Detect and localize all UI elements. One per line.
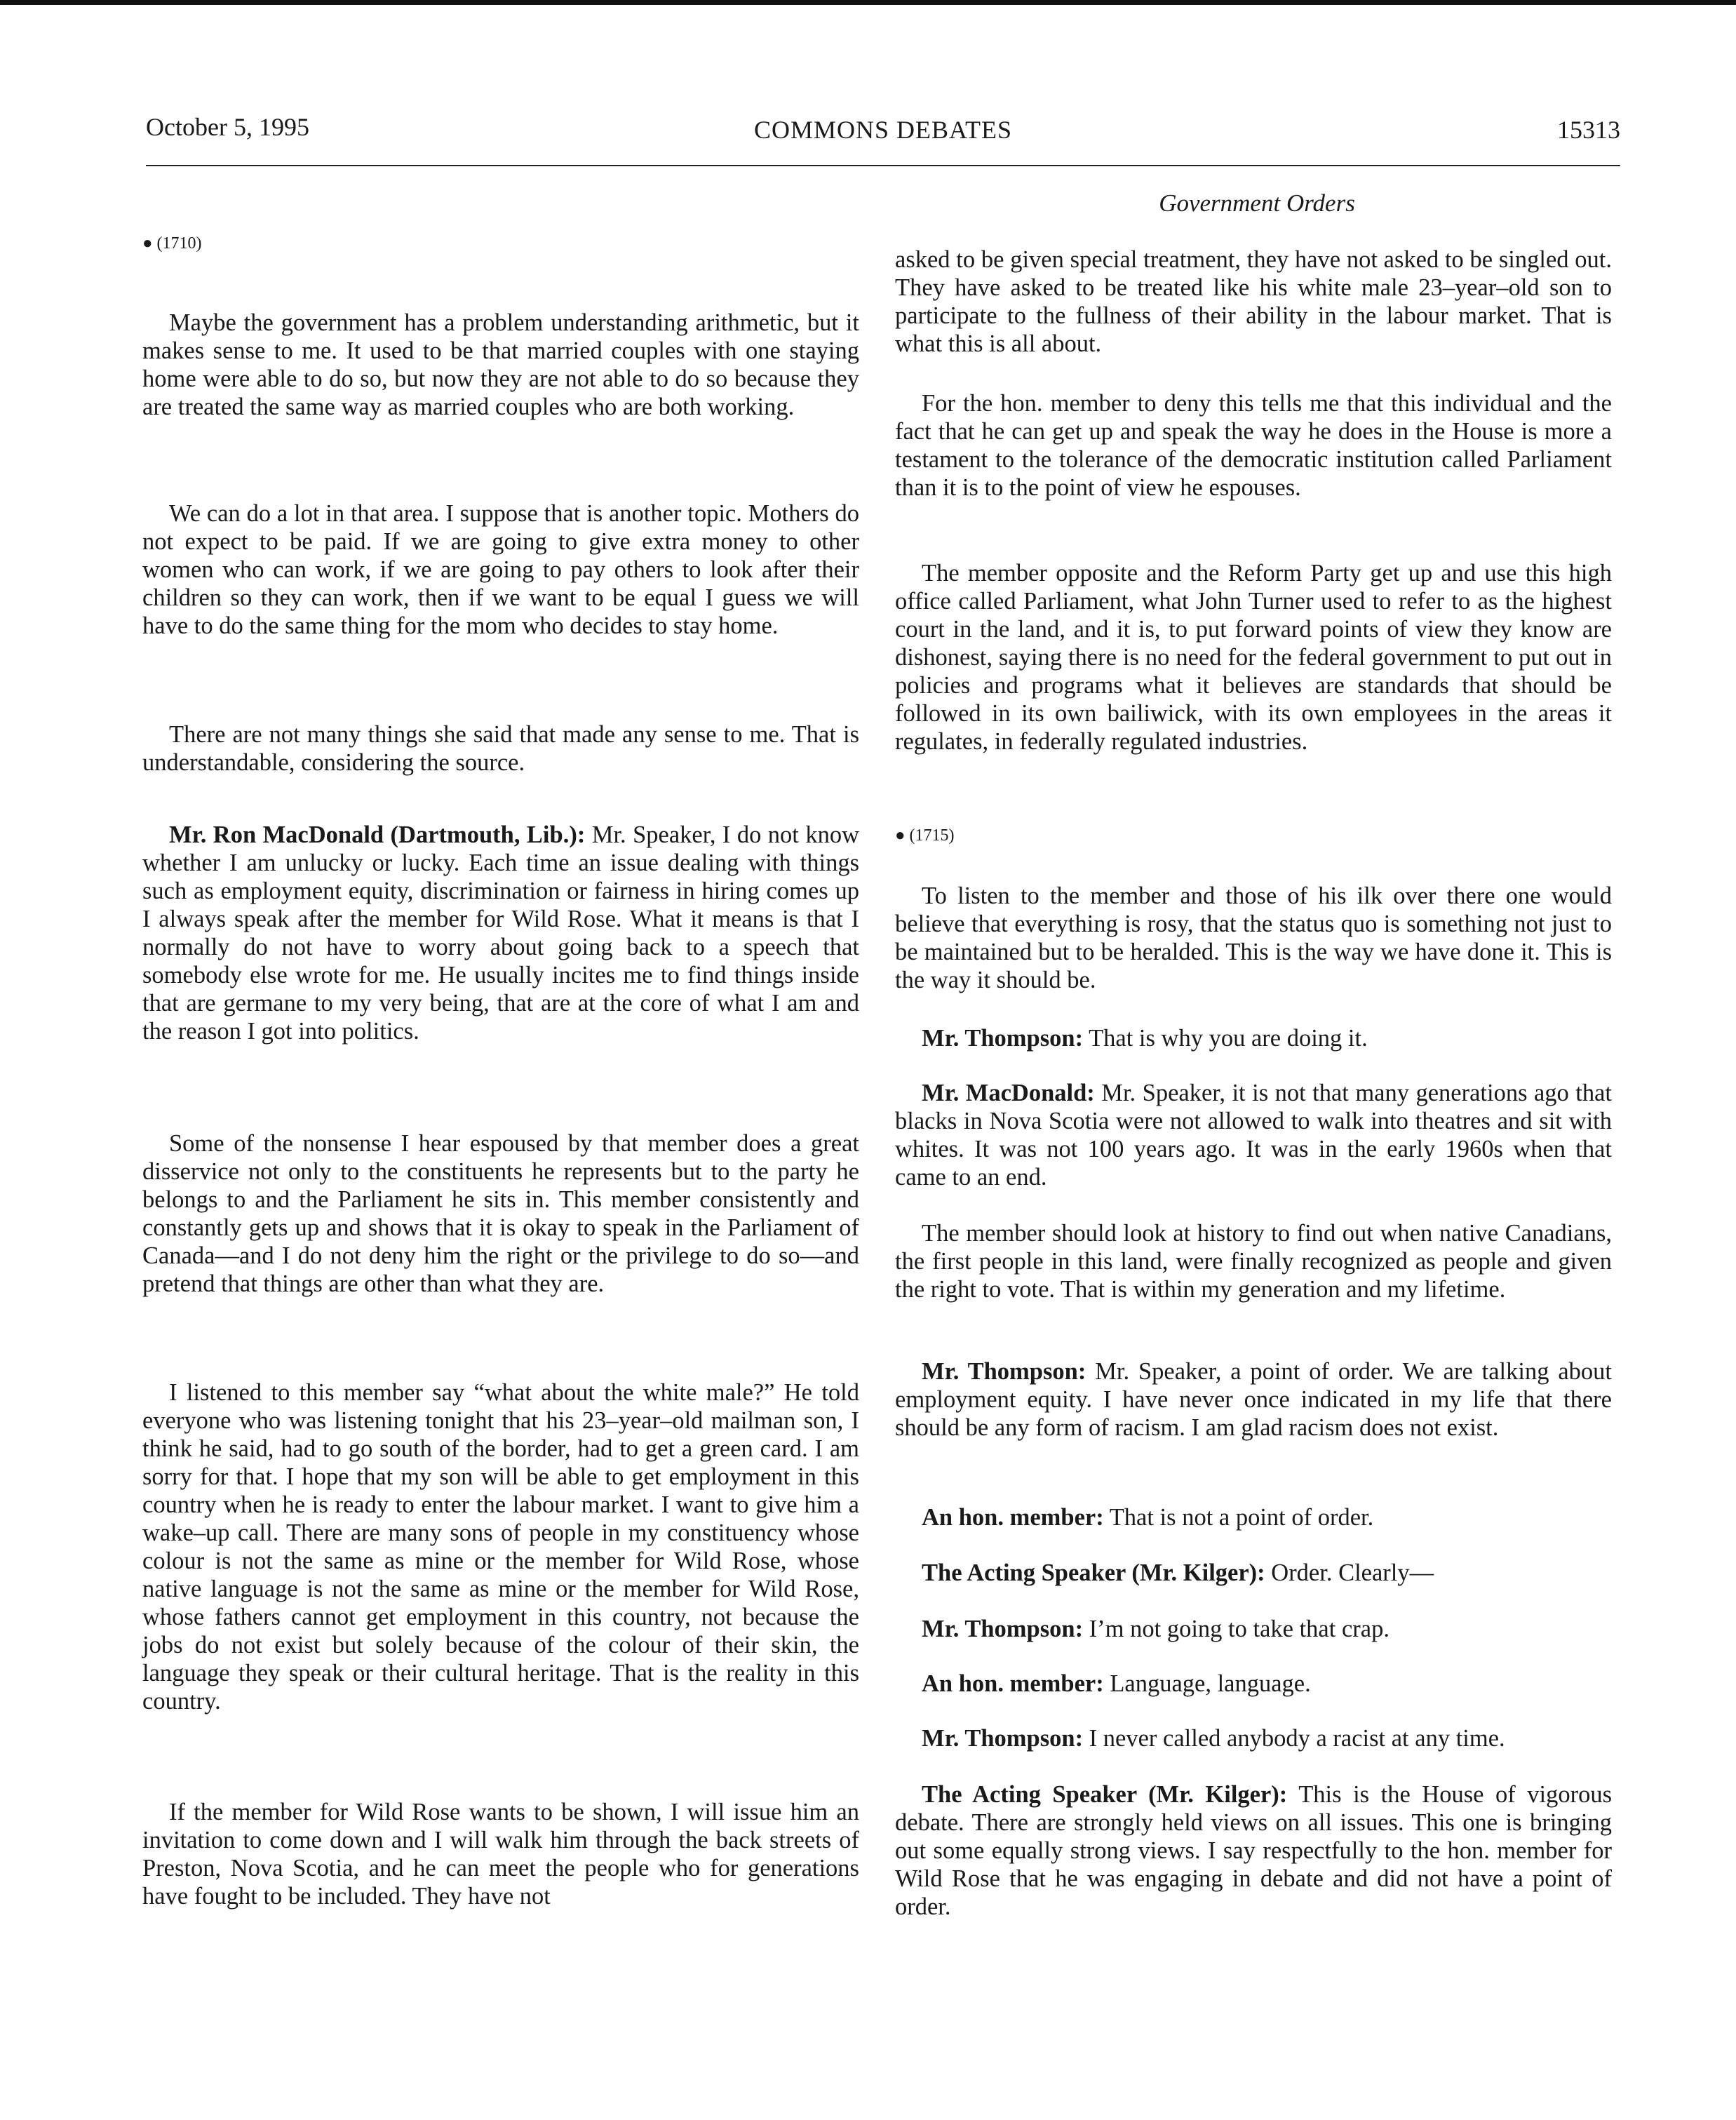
paragraph: If the member for Wild Rose wants to be shown, I will issue him an invitation to come down and I will walk him through the back streets of Preston, Nova Scotia, and he can meet the people who for generations have fought to be included. They have not xyxy=(142,1799,859,1910)
speech-paragraph xyxy=(895,1503,1612,1531)
speaker-name: The Acting Speaker (Mr. Kilger): xyxy=(922,1781,1288,1808)
paragraph: I listened to this member say “what about the white male?” He told everyone who was listening tonight that his 23–year–old mailman son, I think he said, had to go south of the border, had to get a green card. I am sorry for that. I hope that my son will be able to get employment in this country when he is ready to enter the labour market. I want to give him a wake–up call. There are many sons of people in my constituency whose colour is not the same as mine or the member for Wild Rose, whose native language is not the same as mine or the member for Wild Rose, whose fathers cannot get employment in this country, not because the jobs do not exist but solely because of the colour of their skin, the language they speak or their cultural heritage. That is the reality in this country. xyxy=(142,1379,859,1715)
section-label: Government Orders xyxy=(1159,189,1355,217)
top-page-edge xyxy=(0,0,1736,5)
speaker-name: Mr. MacDonald: xyxy=(922,1080,1095,1106)
speaker-name: Mr. Thompson: xyxy=(922,1025,1084,1052)
paragraph: For the hon. member to deny this tells me that this individual and the fact that he can get up and speak the way he does in the House is more a testament to the tolerance of the democratic institution called Parliament than it is to the point of view he espouses. xyxy=(895,390,1612,501)
speech-text: That is why you are doing it. xyxy=(1083,1025,1368,1052)
time-marker: ● (1715) xyxy=(895,826,955,845)
speaker-name: Mr. Thompson: xyxy=(922,1725,1084,1752)
speaker-name: Mr. Thompson: xyxy=(922,1616,1084,1642)
paragraph: Maybe the government has a problem understanding arithmetic, but it makes sense to me. It used to be that married couples with one staying home were able to do so, but now they are not able to do so because they are treated the same way as married couples who are both working. xyxy=(142,309,859,420)
header-title: COMMONS DEBATES xyxy=(753,116,1013,144)
header-rule xyxy=(146,165,1620,166)
speaker-name: An hon. member: xyxy=(922,1504,1104,1531)
speech-paragraph xyxy=(895,1357,1612,1442)
speech-text: Mr. Speaker, I do not know whether I am unlucky or lucky. Each time an issue dealing with things such as employment equity, discrimination or fairness in hiring comes up I always speak after the member for Wild Rose. What it means is that I normally do not have to worry about going back to a speech that somebody else wrote for me. He usually incites me to find things inside that are germane to my very being, that are at the core of what I am and the reason I got into politics. xyxy=(142,821,859,1045)
speech-text: Order. Clearly— xyxy=(1265,1559,1434,1586)
paragraph: The member should look at history to find out when native Canadians, the first people in this land, were finally recognized as people and given the right to vote. That is within my generation and my lifetime. xyxy=(895,1220,1612,1303)
paragraph: There are not many things she said that made any sense to me. That is understandable, considering the source. xyxy=(142,721,859,776)
paragraph: Some of the nonsense I hear espoused by that member does a great disservice not only to the constituents he represents but to the party he belongs to and the Parliament he sits in. This member consistently and constantly gets up and shows that it is okay to speak in the Parliament of Canada—and I do not deny him the right or the privilege to do so—and pretend that things are other than what they are. xyxy=(142,1130,859,1297)
header-page-number: 15313 xyxy=(1557,116,1620,144)
time-marker: ● (1710) xyxy=(142,234,202,253)
speech-text: Mr. Speaker, a point of order. We are talking about employment equity. I have never once indicated in my life that there should be any form of racism. I am glad racism does not exist. xyxy=(895,1358,1612,1441)
speaker-name: The Acting Speaker (Mr. Kilger): xyxy=(922,1559,1265,1586)
paragraph: To listen to the member and those of his ilk over there one would believe that everything is rosy, that the status quo is something not just to be maintained but to be heralded. This is the way we have done it. This is the way it should be. xyxy=(895,883,1612,993)
speaker-name: Mr. Thompson: xyxy=(922,1358,1086,1385)
paragraph: We can do a lot in that area. I suppose that is another topic. Mothers do not expect to be paid. If we are going to give extra money to other women who can work, if we are going to pay others to look after their children so they can work, then if we want to be equal I guess we will have to do the same thing for the mom who decides to stay home. xyxy=(142,500,859,639)
speech-text: I’m not going to take that crap. xyxy=(1083,1616,1390,1642)
paragraph: asked to be given special treatment, they have not asked to be singled out. They have asked to be treated like his white male 23–year–old son to participate to the fullness of their ability in the labour market. That is what this is all about. xyxy=(895,246,1612,357)
speech-text: That is not a point of order. xyxy=(1103,1504,1374,1531)
speech-text: I never called anybody a racist at any time. xyxy=(1083,1725,1505,1752)
speech-paragraph xyxy=(142,821,859,1045)
speech-paragraph xyxy=(895,1724,1612,1752)
paragraph: The member opposite and the Reform Party get up and use this high office called Parliament, what John Turner used to refer to as the highest court in the land, and it is, to put forward points of view they know are dishonest, saying there is no need for the federal government to put out in policies and programs what it believes are standards that should be followed in its own bailiwick, with its own employees in the areas it regulates, in federally regulated industries. xyxy=(895,560,1612,755)
speaker-name: Mr. Ron MacDonald (Dartmouth, Lib.): xyxy=(169,821,586,848)
speech-paragraph xyxy=(895,1780,1612,1921)
speech-text: Language, language. xyxy=(1103,1670,1311,1697)
page-header xyxy=(146,112,1620,147)
speech-paragraph xyxy=(895,1024,1612,1052)
speech-paragraph xyxy=(895,1670,1612,1698)
speech-paragraph xyxy=(895,1559,1612,1587)
speaker-name: An hon. member: xyxy=(922,1670,1104,1697)
speech-text: This is the House of vigorous debate. There are strongly held views on all issues. This one is bringing out some equally strong views. I say respectfully to the hon. member for Wild Rose that he was engaging in debate and did not have a point of order. xyxy=(895,1781,1613,1920)
speech-text: Mr. Speaker, it is not that many generations ago that blacks in Nova Scotia were not allowed to walk into theatres and sit with whites. It was not 100 years ago. It was in the early 1960s when that came to an end. xyxy=(895,1080,1612,1190)
header-date: October 5, 1995 xyxy=(146,113,309,141)
speech-paragraph xyxy=(895,1079,1612,1191)
speech-paragraph xyxy=(895,1615,1612,1643)
